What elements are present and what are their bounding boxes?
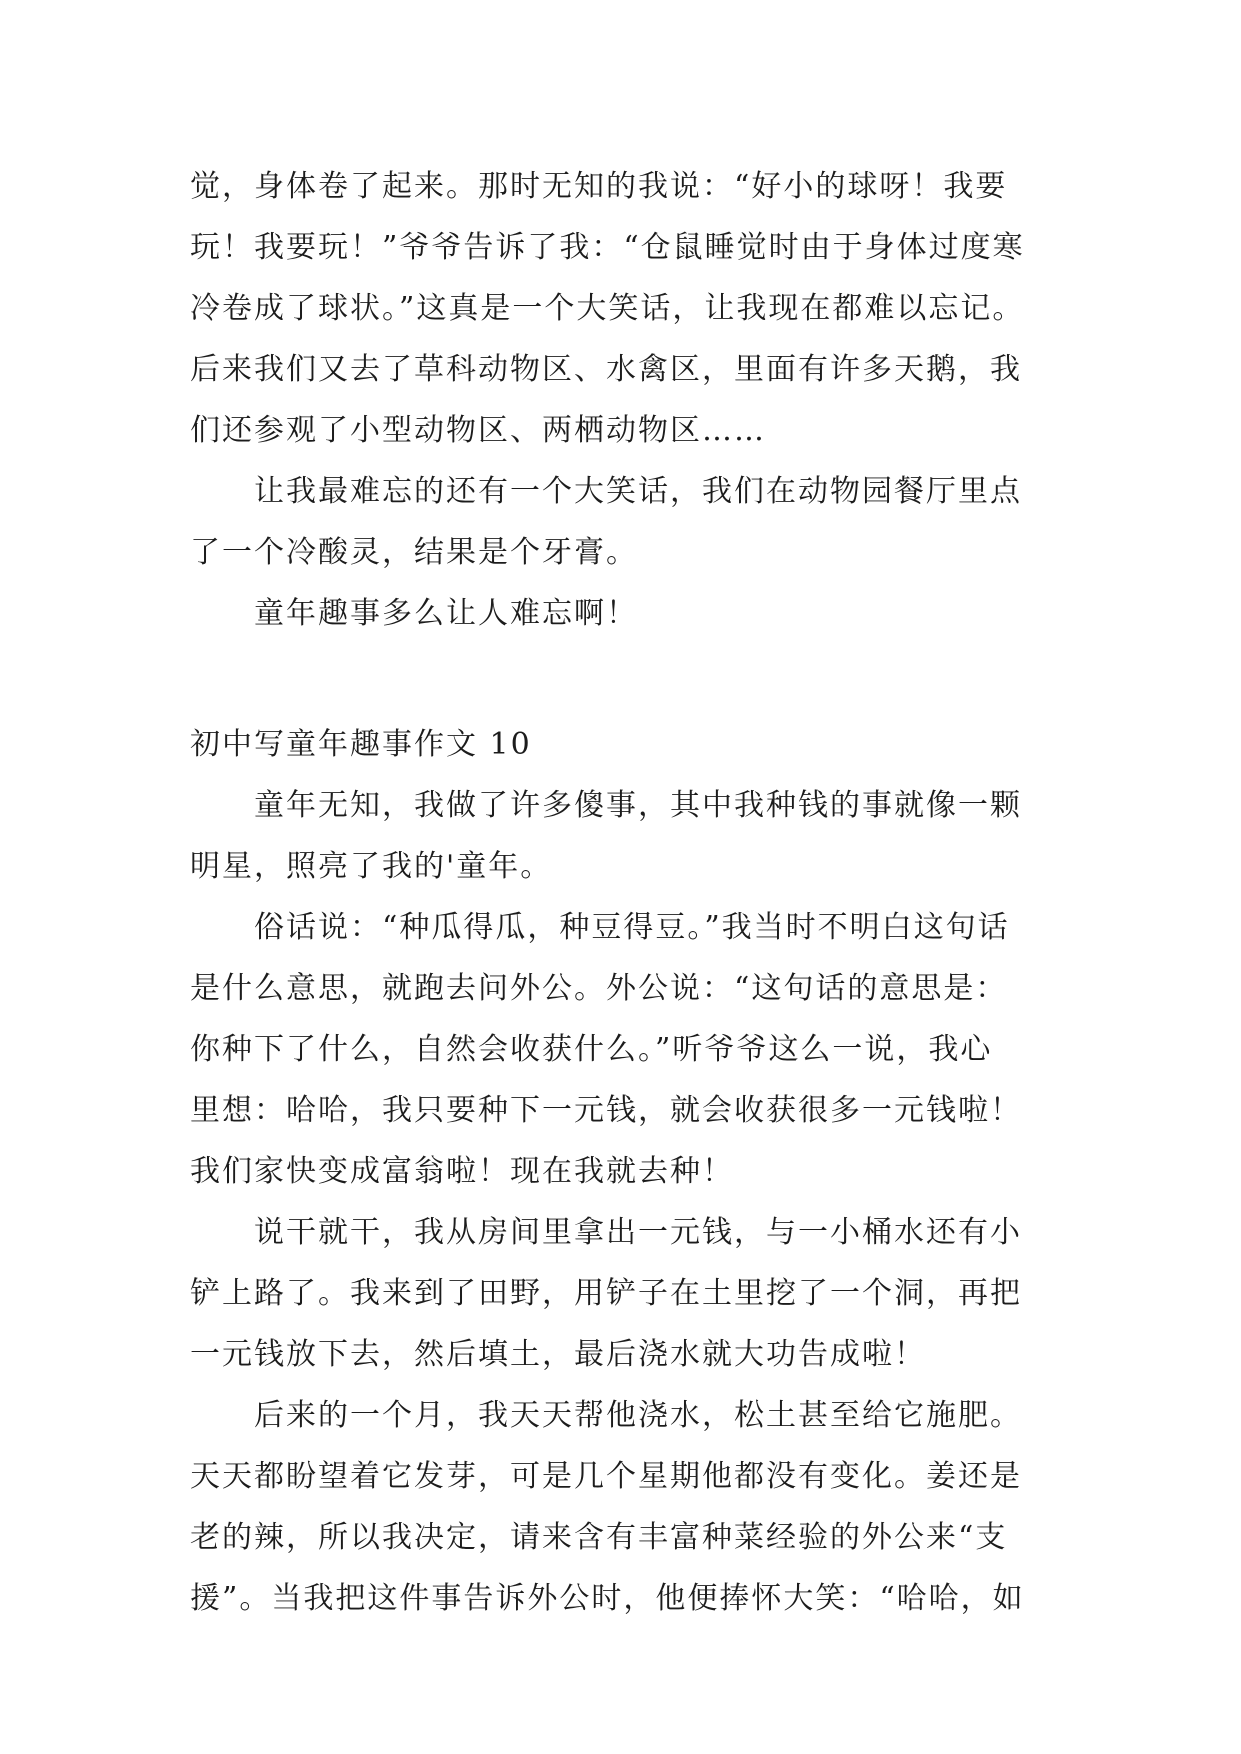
- paragraph: [190, 156, 1070, 461]
- heading-text: 初中写童年趣事作文 10: [190, 727, 532, 762]
- text-line: 后来的一个月，我天天帮他浇水，松土甚至给它施肥。: [254, 1398, 1022, 1433]
- text-line: 里想：哈哈，我只要种下一元钱，就会收获很多一元钱啦！: [190, 1093, 1022, 1128]
- text-line: 是什么意思，就跑去问外公。外公说：“这句话的意思是：: [190, 971, 1008, 1006]
- paragraph: [190, 897, 1070, 1202]
- text-line: 铲上路了。我来到了田野，用铲子在土里挖了一个洞，再把: [190, 1276, 1022, 1311]
- text-line: 玩！我要玩！”爷爷告诉了我：“仓鼠睡觉时由于身体过度寒: [190, 230, 1025, 265]
- text-line: 俗话说：“种瓜得瓜，种豆得豆。”我当时不明白这句话: [254, 910, 1010, 945]
- text-line: 让我最难忘的还有一个大笑话，我们在动物园餐厅里点: [254, 474, 1022, 509]
- paragraph: [190, 1385, 1070, 1629]
- document-page: [190, 156, 1070, 1629]
- text-line: 一元钱放下去，然后填土，最后浇水就大功告成啦！: [190, 1337, 926, 1372]
- text-line: 后来我们又去了草科动物区、水禽区，里面有许多天鹅，我: [190, 352, 1022, 387]
- text-line: 了一个冷酸灵，结果是个牙膏。: [190, 535, 638, 570]
- text-line: 童年趣事多么让人难忘啊！: [254, 596, 638, 631]
- section-gap: [190, 644, 1070, 714]
- text-line: 我们家快变成富翁啦！现在我就去种！: [190, 1154, 734, 1189]
- text-line: 老的辣，所以我决定，请来含有丰富种菜经验的外公来“支: [190, 1520, 1008, 1555]
- text-line: 冷卷成了球状。”这真是一个大笑话，让我现在都难以忘记。: [190, 291, 1025, 326]
- text-line: 明星，照亮了我的'童年。: [190, 849, 553, 884]
- section-heading: [190, 714, 1070, 775]
- text-line: 童年无知，我做了许多傻事，其中我种钱的事就像一颗: [254, 788, 1022, 823]
- text-line: 们还参观了小型动物区、两栖动物区……: [190, 413, 766, 448]
- text-line: 援”。当我把这件事告诉外公时，他便捧怀大笑：“哈哈，如: [190, 1581, 1025, 1616]
- text-line: 你种下了什么，自然会收获什么。”听爷爷这么一说，我心: [190, 1032, 993, 1067]
- paragraph: [190, 775, 1070, 897]
- text-line: 说干就干，我从房间里拿出一元钱，与一小桶水还有小: [254, 1215, 1022, 1250]
- paragraph: [190, 1202, 1070, 1385]
- text-line: 觉，身体卷了起来。那时无知的我说：“好小的球呀！我要: [190, 169, 1008, 204]
- paragraph: [190, 461, 1070, 583]
- text-line: 天天都盼望着它发芽，可是几个星期他都没有变化。姜还是: [190, 1459, 1022, 1494]
- paragraph: [190, 583, 1070, 644]
